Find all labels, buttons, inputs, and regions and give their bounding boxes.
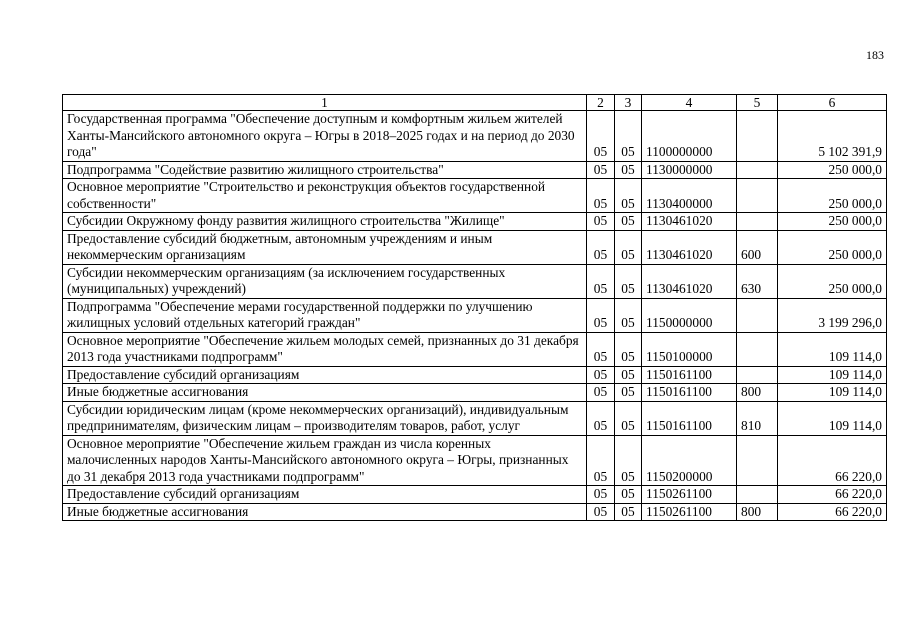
cell-name: Иные бюджетные ассигнования (63, 503, 587, 521)
cell-expense-type (737, 332, 778, 366)
table-row (63, 486, 887, 504)
table-row (63, 179, 887, 213)
cell-amount: 109 114,0 (778, 366, 887, 384)
cell-amount: 250 000,0 (778, 213, 887, 231)
cell-expense-type (737, 111, 778, 162)
cell-name: Предоставление субсидий организациям (63, 366, 587, 384)
cell-name: Основное мероприятие "Строительство и реконструкция объектов государственной собственности" (63, 179, 587, 213)
cell-amount: 66 220,0 (778, 486, 887, 504)
table-header-row (63, 95, 887, 111)
table-row (63, 401, 887, 435)
cell-expense-type: 600 (737, 230, 778, 264)
table-row (63, 332, 887, 366)
cell-name: Субсидии юридическим лицам (кроме некоммерческих организаций), индивидуальным предпринимателям, физическим лицам – производителям товаров, работ, услуг (63, 401, 587, 435)
cell-subsection: 05 (615, 213, 642, 231)
header-col-4: 4 (642, 95, 737, 111)
cell-target-article: 1150161100 (642, 384, 737, 402)
cell-section: 05 (587, 435, 615, 486)
cell-subsection: 05 (615, 230, 642, 264)
cell-name: Предоставление субсидий организациям (63, 486, 587, 504)
cell-target-article: 1150161100 (642, 366, 737, 384)
cell-subsection: 05 (615, 332, 642, 366)
cell-section: 05 (587, 264, 615, 298)
cell-target-article: 1150261100 (642, 486, 737, 504)
cell-subsection: 05 (615, 486, 642, 504)
cell-amount: 109 114,0 (778, 332, 887, 366)
cell-section: 05 (587, 486, 615, 504)
table-row (63, 366, 887, 384)
cell-section: 05 (587, 503, 615, 521)
cell-amount: 109 114,0 (778, 401, 887, 435)
table-row (63, 264, 887, 298)
cell-subsection: 05 (615, 298, 642, 332)
cell-name: Основное мероприятие "Обеспечение жильем граждан из числа коренных малочисленных народов Ханты-Мансийского автономного округа – Югры, признанных до 31 декабря 2013 года участниками подпрограмм" (63, 435, 587, 486)
cell-amount: 66 220,0 (778, 503, 887, 521)
cell-amount: 250 000,0 (778, 161, 887, 179)
cell-name: Подпрограмма "Содействие развитию жилищного строительства" (63, 161, 587, 179)
cell-section: 05 (587, 366, 615, 384)
page-number: 183 (866, 48, 884, 62)
cell-name: Государственная программа "Обеспечение доступным и комфортным жильем жителей Ханты-Мансийского автономного округа – Югры в 2018–2025 годах и на период до 2030 года" (63, 111, 587, 162)
cell-subsection: 05 (615, 401, 642, 435)
cell-expense-type (737, 179, 778, 213)
cell-amount: 3 199 296,0 (778, 298, 887, 332)
cell-amount: 109 114,0 (778, 384, 887, 402)
table-row (63, 111, 887, 162)
cell-section: 05 (587, 111, 615, 162)
table-row (63, 230, 887, 264)
header-col-1: 1 (63, 95, 587, 111)
cell-name: Предоставление субсидий бюджетным, автономным учреждениям и иным некоммерческим организациям (63, 230, 587, 264)
cell-target-article: 1130000000 (642, 161, 737, 179)
cell-amount: 66 220,0 (778, 435, 887, 486)
cell-target-article: 1130461020 (642, 264, 737, 298)
cell-target-article: 1130461020 (642, 230, 737, 264)
table-row (63, 503, 887, 521)
table-row (63, 298, 887, 332)
cell-subsection: 05 (615, 435, 642, 486)
cell-expense-type: 800 (737, 503, 778, 521)
cell-expense-type (737, 435, 778, 486)
budget-table (62, 94, 887, 521)
cell-section: 05 (587, 179, 615, 213)
cell-section: 05 (587, 213, 615, 231)
cell-name: Подпрограмма "Обеспечение мерами государственной поддержки по улучшению жилищных условий отдельных категорий граждан" (63, 298, 587, 332)
cell-subsection: 05 (615, 366, 642, 384)
cell-amount: 250 000,0 (778, 264, 887, 298)
cell-target-article: 1130400000 (642, 179, 737, 213)
cell-name: Основное мероприятие "Обеспечение жильем молодых семей, признанных до 31 декабря 2013 года участниками подпрограмм" (63, 332, 587, 366)
table-row (63, 161, 887, 179)
cell-section: 05 (587, 298, 615, 332)
cell-expense-type (737, 161, 778, 179)
cell-expense-type (737, 366, 778, 384)
cell-target-article: 1130461020 (642, 213, 737, 231)
cell-subsection: 05 (615, 503, 642, 521)
cell-section: 05 (587, 230, 615, 264)
cell-expense-type: 810 (737, 401, 778, 435)
cell-subsection: 05 (615, 384, 642, 402)
cell-target-article: 1150161100 (642, 401, 737, 435)
table-row (63, 384, 887, 402)
header-col-3: 3 (615, 95, 642, 111)
header-col-5: 5 (737, 95, 778, 111)
cell-expense-type: 800 (737, 384, 778, 402)
cell-section: 05 (587, 401, 615, 435)
cell-target-article: 1150000000 (642, 298, 737, 332)
cell-amount: 250 000,0 (778, 230, 887, 264)
table-row (63, 213, 887, 231)
cell-target-article: 1150100000 (642, 332, 737, 366)
cell-expense-type (737, 486, 778, 504)
table-body (63, 111, 887, 521)
cell-amount: 250 000,0 (778, 179, 887, 213)
cell-subsection: 05 (615, 161, 642, 179)
cell-target-article: 1150200000 (642, 435, 737, 486)
cell-expense-type: 630 (737, 264, 778, 298)
cell-section: 05 (587, 161, 615, 179)
cell-subsection: 05 (615, 111, 642, 162)
cell-name: Субсидии Окружному фонду развития жилищного строительства "Жилище" (63, 213, 587, 231)
cell-amount: 5 102 391,9 (778, 111, 887, 162)
cell-name: Субсидии некоммерческим организациям (за исключением государственных (муниципальных) учреждений) (63, 264, 587, 298)
cell-expense-type (737, 213, 778, 231)
cell-section: 05 (587, 332, 615, 366)
header-col-2: 2 (587, 95, 615, 111)
header-col-6: 6 (778, 95, 887, 111)
cell-target-article: 1150261100 (642, 503, 737, 521)
cell-expense-type (737, 298, 778, 332)
cell-subsection: 05 (615, 179, 642, 213)
cell-section: 05 (587, 384, 615, 402)
table-row (63, 435, 887, 486)
cell-target-article: 1100000000 (642, 111, 737, 162)
cell-name: Иные бюджетные ассигнования (63, 384, 587, 402)
cell-subsection: 05 (615, 264, 642, 298)
